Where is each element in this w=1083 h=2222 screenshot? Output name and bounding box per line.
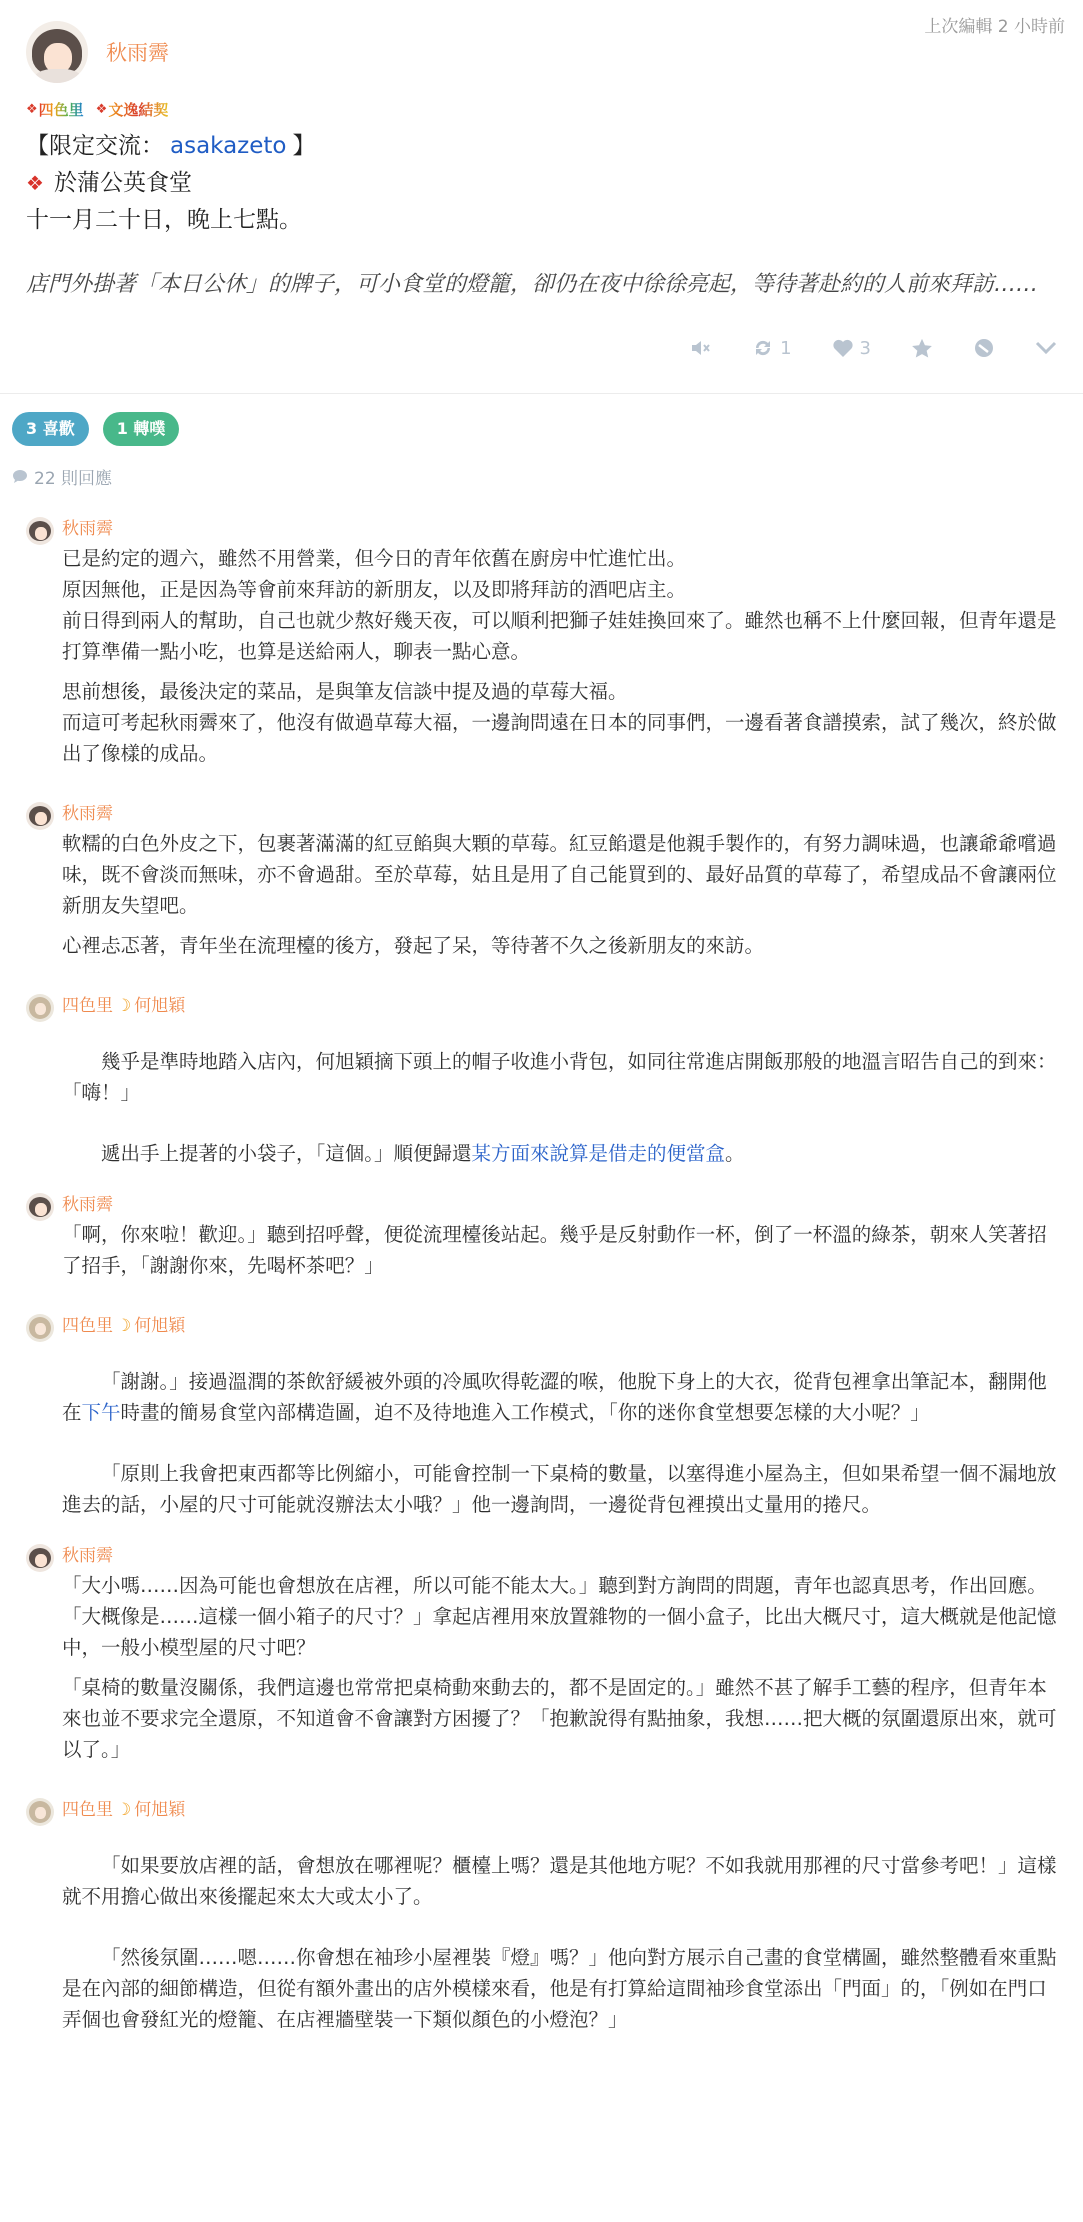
reply-author[interactable]: 秋雨霽 — [62, 804, 113, 824]
reaction-summary — [0, 394, 1083, 446]
afternoon-link[interactable]: 下午 — [81, 1401, 121, 1424]
reply-count: 22 則回應 — [0, 446, 1083, 489]
moon-icon: ☽ — [116, 1800, 132, 1820]
reply — [26, 992, 1057, 1169]
reply-avatar[interactable] — [26, 802, 54, 830]
reblog-button[interactable] — [752, 337, 791, 359]
diamond-icon: ❖ — [95, 101, 108, 117]
reply-text: 「啊，你來啦！歡迎。」聽到招呼聲，便從流理檯後站起。幾乎是反射動作一杯，倒了一杯溫的綠茶，朝來人笑著招了招手，「謝謝你來，先喝杯茶吧？」 — [62, 1223, 1047, 1277]
reply-author[interactable]: 秋雨霽 — [62, 519, 113, 539]
post-author-row — [26, 0, 1057, 84]
reply-author[interactable]: 秋雨霽 — [62, 1195, 113, 1215]
reblog-count: 1 — [780, 337, 792, 359]
bento-box-link[interactable]: 某方面來說算是借走的便當盒 — [471, 1142, 726, 1165]
reply-avatar[interactable] — [26, 994, 54, 1022]
reply — [26, 800, 1057, 970]
reply-text: 「大小嗎……因為可能也會想放在店裡，所以可能不能太大。」聽到對方詢問的問題，青年也認真思考，作出回應。「大概像是……這樣一個小箱子的尺寸？」拿起店裡用來放置雜物的一個小盒子，比出大概尺寸，這大概就是他記憶中，一般小模型屋的尺寸吧？ 「桌椅的數量沒關係，我們這邊也常常把桌椅動來動去的，都不是固定的。」雖然不甚了解手工藝的程序，但青年本來也並不要求完全還原，不知道會不會讓對方困擾了？「抱歉說得有點抽象，我想……把大概的氛圍還原出來，就可以了。」 — [62, 1574, 1057, 1761]
reply — [26, 1312, 1057, 1520]
reply-author[interactable]: 四色里 ☽ 何旭穎 — [62, 1312, 1057, 1340]
reply-text: 軟糯的白色外皮之下，包裹著滿滿的紅豆餡與大顆的草莓。紅豆餡還是他親手製作的，有努力調味過，也讓爺爺嚐過味，既不會淡而無味，亦不會過甜。至於草莓，姑且是用了自己能買到的、最好品質的草莓了，希望成品不會讓兩位新朋友失望吧。 心裡忐忑著，青年坐在流理檯的後方，發起了呆，等待著不久之後新朋友的來訪。 — [62, 832, 1057, 957]
author-name[interactable]: 秋雨霽 — [106, 41, 169, 65]
red-diamond-icon: ❖ — [26, 171, 44, 195]
diamond-icon: ❖ — [26, 101, 38, 117]
moon-icon: ☽ — [116, 996, 132, 1016]
last-edited-label: 上次編輯 2 小時前 — [924, 17, 1065, 37]
reply-author[interactable]: 四色里 ☽ 何旭穎 — [62, 992, 1057, 1020]
post-content — [26, 128, 1057, 303]
reply — [26, 1542, 1057, 1774]
exchange-line: 【限定交流： asakazeto 】 — [26, 133, 316, 159]
replies-list — [0, 489, 1083, 2065]
reply-author[interactable]: 秋雨霽 — [62, 1546, 113, 1566]
reply-text: 「如果要放店裡的話，會想放在哪裡呢？櫃檯上嗎？還是其他地方呢？不如我就用那裡的尺寸當參考吧！」這樣就不用擔心做出來後擺起來太大或太小了。 「然後氛圍……嗯……你會想在袖珍小屋裡裝『燈』嗎？」他向對方展示自己畫的食堂構圖，雖然整體看來重點是在內部的細節構造，但從有額外畫出的店外模樣來看，他是有打算給這間袖珍食堂添出「門面」的，「例如在門口弄個也會發紅光的燈籠、在店裡牆壁裝一下類似顏色的小燈泡？」 — [62, 1854, 1057, 2031]
reply-text: 已是約定的週六，雖然不用營業，但今日的青年依舊在廚房中忙進忙出。 原因無他，正是因為等會前來拜訪的新朋友，以及即將拜訪的酒吧店主。 前日得到兩人的幫助，自己也就少熬好幾天夜，可以順利把獅子娃娃換回來了。雖然也稱不上什麼回報，但青年還是打算準備一點小吃，也算是送給兩人，聊表一點心意。 思前想後，最後決定的菜品，是與筆友信談中提及過的草莓大福。 而這可考起秋雨霽來了，他沒有做過草莓大福，一邊詢問遠在日本的同事們，一邊看著食譜摸索，試了幾次，終於做出了像樣的成品。 — [62, 547, 1057, 765]
reblogs-pill[interactable]: 1 轉噗 — [103, 412, 180, 446]
mute-button[interactable] — [690, 338, 712, 358]
likes-pill[interactable]: 3 喜歡 — [12, 412, 89, 446]
reply-avatar[interactable] — [26, 1193, 54, 1221]
post-narration: 店門外掛著「本日公休」的牌子，可小食堂的燈籠，卻仍在夜中徐徐亮起，等待著赴約的人前來拜訪…… — [26, 272, 1039, 297]
reply-avatar[interactable] — [26, 1798, 54, 1826]
reply-author[interactable]: 四色里 ☽ 何旭穎 — [62, 1796, 1057, 1824]
favorite-button[interactable] — [911, 338, 933, 359]
reply — [26, 1796, 1057, 2065]
star-icon — [911, 338, 933, 359]
plurk-post — [0, 0, 1083, 383]
reply-avatar[interactable] — [26, 517, 54, 545]
moon-icon: ☽ — [116, 1316, 132, 1336]
block-button[interactable] — [973, 337, 995, 359]
speech-bubble-icon — [12, 469, 28, 484]
reply-text: 幾乎是準時地踏入店內，何旭穎摘下頭上的帽子收進小背包，如同往常進店開飯那般的地溫言昭告自己的到來：「嗨！」 遞出手上提著的小袋子，「這個。」順便歸還某方面來說算是借走的便當盒。 — [62, 1050, 1057, 1165]
location-line: ❖ 於蒲公英食堂 — [26, 170, 192, 196]
post-actions — [26, 313, 1057, 383]
reply-avatar[interactable] — [26, 1544, 54, 1572]
reply — [26, 1191, 1057, 1290]
chevron-down-icon — [1035, 341, 1057, 355]
reblog-icon — [752, 337, 774, 359]
author-avatar[interactable] — [26, 21, 88, 83]
reply-text: 「謝謝。」接過溫潤的茶飲舒緩被外頭的冷風吹得乾澀的喉，他脫下身上的大衣，從背包裡拿出筆記本，翻開他在下午時畫的簡易食堂內部構造圖，迫不及待地進入工作模式，「你的迷你食堂想要怎樣的大小呢？」 「原則上我會把東西都等比例縮小，可能會控制一下桌椅的數量，以塞得進小屋為主，但如果希望一個不漏地放進去的話，小屋的尺寸可能就沒辦法太小哦？」他一邊詢問，一邊從背包裡摸出丈量用的捲尺。 — [62, 1370, 1057, 1516]
reply-avatar[interactable] — [26, 1314, 54, 1342]
more-button[interactable] — [1035, 341, 1057, 355]
time-line: 十一月二十日，晚上七點。 — [26, 207, 302, 233]
user-link-asakazeto[interactable]: asakazeto — [170, 133, 287, 159]
heart-icon — [832, 338, 854, 358]
reply — [26, 515, 1057, 778]
mute-icon — [690, 338, 712, 358]
block-icon — [973, 337, 995, 359]
like-button[interactable] — [832, 338, 871, 359]
post-badges — [26, 98, 1057, 120]
like-count: 3 — [859, 337, 871, 359]
badge-four-colors: ❖ 四色里 — [26, 100, 84, 119]
badge-bond: ❖ 文逸結契 — [95, 100, 169, 119]
